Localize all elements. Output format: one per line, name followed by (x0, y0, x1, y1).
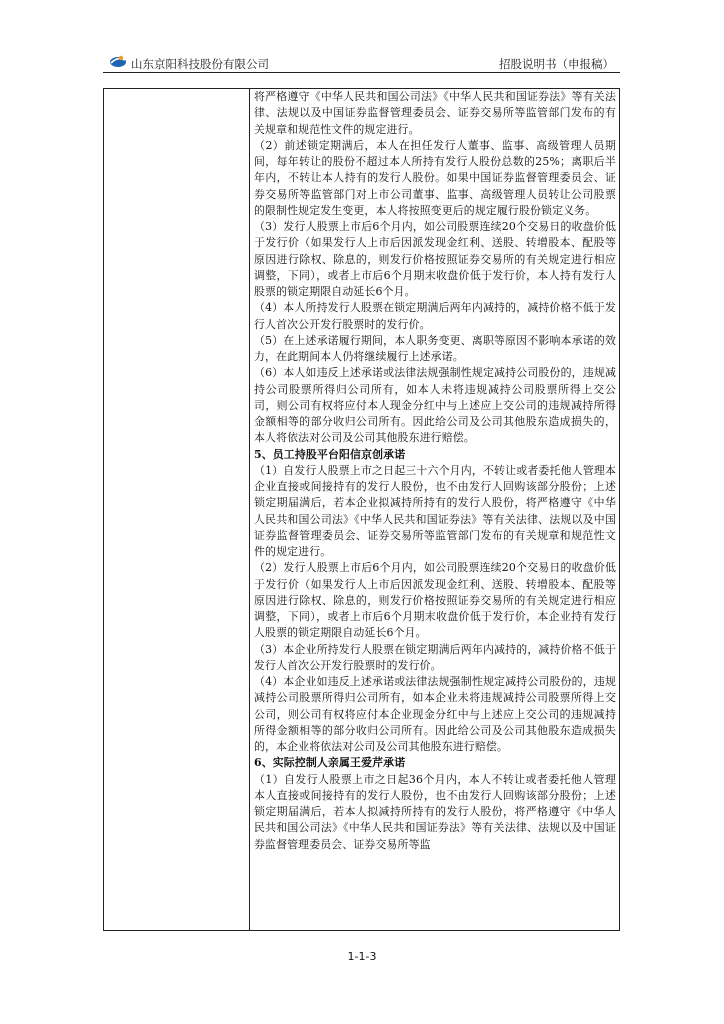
paragraph: （2）前述锁定期满后，本人在担任发行人董事、监事、高级管理人员期间，每年转让的股份不超过本人所持有发行人股份总数的25%；离职后半年内，不转让本人持有的发行人股份。如果中国证券监督管理委员会、证券交易所等监管部门对上市公司董事、监事、高级管理人员转让公司股票的限制性规定发生变更，本人将按照变更后的规定履行股份锁定义务。 (254, 138, 616, 217)
paragraph: （6）本人如违反上述承诺或法律法规强制性规定减持公司股份的，违规减持公司股票所得归公司所有，如本人未将违规减持公司股票所得上交公司，则公司有权将应付本人现金分红中与上述应上交公司的违规减持所得金额相等的部分收归公司所有。因此给公司及公司其他股东造成损失的，本人将依法对公司及公司其他股东进行赔偿。 (254, 366, 616, 445)
paragraph: （4）本人所持发行人股票在锁定期满后两年内减持的，减持价格不低于发行人首次公开发行股票时的发行价。 (254, 301, 616, 331)
paragraph: （3）发行人股票上市后6个月内，如公司股票连续20个交易日的收盘价低于发行价（如果发行人上市后因派发现金红利、送股、转增股本、配股等原因进行除权、除息的，则发行价格按照证券交易所的有关规定进行相应调整，下同），或者上市后6个月期末收盘价低于发行价，本人持有发行人股票的锁定期限自动延长6个月。 (254, 220, 616, 298)
paragraph: （5）在上述承诺履行期间，本人职务变更、离职等原因不影响本承诺的效力，在此期间本人仍将继续履行上述承诺。 (254, 333, 616, 363)
section-heading: 5、员工持股平台阳信京创承诺 (254, 447, 406, 461)
paragraph: （4）本企业如违反上述承诺或法律法规强制性规定减持公司股份的，违规减持公司股票所得归公司所有，如本企业未将违规减持公司股票所得上交公司，则公司有权将应付本企业现金分红中与上述应上交公司的违规减持所得金额相等的部分收归公司所有。因此给公司及公司其他股东造成损失的，本企业将依法对公司及公司其他股东进行赔偿。 (254, 675, 616, 753)
page-number: 1-1-3 (347, 950, 377, 963)
table-column-divider (249, 89, 250, 930)
paragraph: （3）本企业所持发行人股票在锁定期满后两年内减持的，减持价格不低于发行人首次公开发行股票时的发行价。 (254, 642, 616, 672)
company-logo-icon (109, 54, 127, 68)
content-table (103, 88, 620, 931)
paragraph: （1）自发行人股票上市之日起36个月内，本人不转让或者委托他人管理本人直接或间接持有的发行人股份，也不由发行人回购该部分股份；上述锁定期届满后，若本人拟减持所持有的发行人股份，将严格遵守《中华人民共和国公司法》《中华人民共和国证券法》等有关法律、法规以及中国证券监督管理委员会、证券交易所等监 (254, 772, 616, 851)
section-heading: 6、实际控制人亲属王爱芹承诺 (254, 756, 406, 770)
page-header (103, 48, 620, 73)
paragraph: （2）发行人股票上市后6个月内，如公司股票连续20个交易日的收盘价低于发行价（如果发行人上市后因派发现金红利、送股、转增股本、配股等原因进行除权、除息的，则发行价格按照证券交易所的有关规定进行相应调整，下同），或者上市后6个月期末收盘价低于发行价，本企业持有发行人股票的锁定期限自动延长6个月。 (254, 561, 616, 640)
document-title: 招股说明书（申报稿） (499, 57, 614, 71)
paragraph: 将严格遵守《中华人民共和国公司法》《中华人民共和国证券法》等有关法律、法规以及中国证券监督管理委员会、证券交易所等监管部门发布的有关规章和规范性文件的规定进行。 (254, 90, 616, 136)
table-content-cell (254, 89, 616, 853)
paragraph: （1）自发行人股票上市之日起三十六个月内，不转让或者委托他人管理本企业直接或间接持有的发行人股份，也不由发行人回购该部分股份；上述锁定期届满后，若本企业拟减持所持有的发行人股份，将严格遵守《中华人民共和国公司法》《中华人民共和国证券法》等有关法律、法规以及中国证券监督管理委员会、证券交易所等监管部门发布的有关规章和规范性文件的规定进行。 (254, 463, 616, 558)
company-name: 山东京阳科技股份有限公司 (131, 57, 269, 71)
